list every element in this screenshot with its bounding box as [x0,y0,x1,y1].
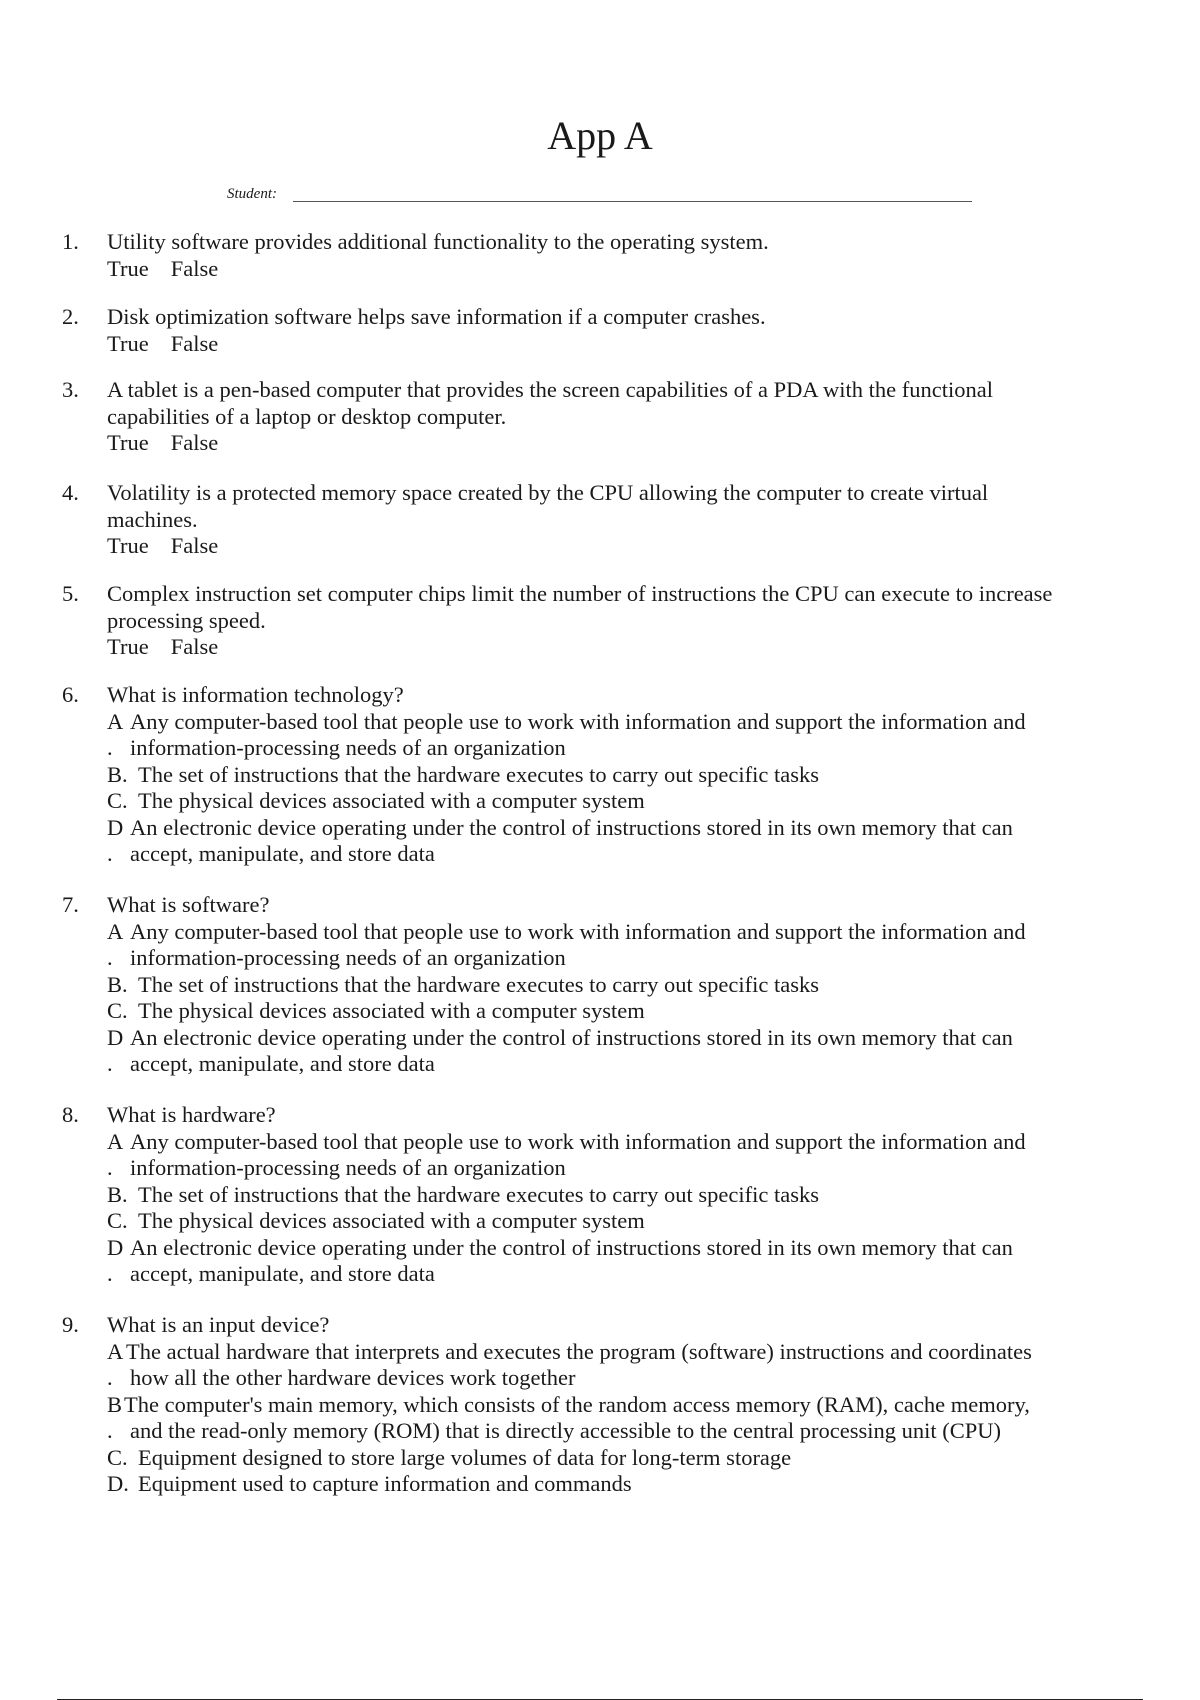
answer-option-b[interactable] [107,972,1142,999]
answer-option-d-cont [107,1051,1142,1078]
question-1 [62,229,1142,282]
answer-option-b[interactable] [107,1392,1142,1419]
option-text: and the read-only memory (ROM) that is directly accessible to the central processing unit (CPU) [130,1418,1002,1443]
option-letter: C. [107,1444,128,1470]
question-text: Complex instruction set computer chips limit the number of instructions the CPU can execute to increase [107,581,1053,606]
answer-option-a-cont [107,735,1142,762]
true-option[interactable]: True [107,430,149,455]
option-letter-dot: . [107,1051,113,1076]
true-option[interactable]: True [107,330,149,356]
option-letter: A [107,708,124,734]
question-text: What is information technology? [107,682,404,707]
option-text: The physical devices associated with a computer system [138,788,645,813]
student-name-row [227,184,972,208]
option-letter: D [107,1024,124,1050]
answer-option-a[interactable] [107,1339,1142,1366]
question-text: Utility software provides additional functionality to the operating system. [107,229,769,254]
option-text: Equipment used to capture information and commands [138,1471,632,1496]
answer-option-a[interactable] [107,919,1142,946]
answer-option-d[interactable] [107,1235,1142,1262]
answer-option-b-cont [107,1418,1142,1445]
true-false-choices [107,331,1142,358]
option-letter: B. [107,1181,128,1207]
question-2 [62,304,1142,357]
true-false-choices [107,256,1142,283]
question-5 [62,581,1142,661]
option-text: The set of instructions that the hardware executes to carry out specific tasks [138,761,820,787]
answer-option-d[interactable] [107,815,1142,842]
option-text: Any computer-based tool that people use to work with information and support the information and [130,708,1026,734]
option-text: Any computer-based tool that people use to work with information and support the information and [130,918,1026,944]
option-text: The physical devices associated with a computer system [138,998,645,1023]
question-text: machines. [107,506,198,532]
option-text: An electronic device operating under the control of instructions stored in its own memory that can [130,814,1013,840]
true-false-choices [107,634,1142,661]
question-number: 2. [62,304,79,329]
option-letter: A [107,1128,124,1154]
answer-option-a-cont [107,1365,1142,1392]
question-number: 3. [62,377,79,402]
question-6 [62,682,1142,868]
option-letter: B. [107,971,128,997]
question-9 [62,1312,1142,1498]
question-3 [62,377,1142,457]
answer-option-c[interactable] [107,1445,1142,1472]
answer-option-c[interactable] [107,1208,1142,1235]
option-text: information-processing needs of an organization [130,1155,566,1180]
option-letter-dot: . [107,945,113,970]
answer-option-c[interactable] [107,998,1142,1025]
false-option[interactable]: False [170,430,219,455]
option-letter: A [107,918,124,944]
question-number: 9. [62,1312,79,1337]
answer-option-a[interactable] [107,709,1142,736]
option-letter: C. [107,1208,128,1233]
option-text: information-processing needs of an organization [130,735,566,760]
answer-option-b[interactable] [107,762,1142,789]
option-letter: B [107,1391,123,1417]
option-letter: D [107,1234,124,1260]
option-letter-dot: . [107,735,113,760]
answer-option-b[interactable] [107,1182,1142,1209]
option-letter: D [107,814,124,840]
true-false-choices [107,533,1142,560]
option-letter: C. [107,998,128,1023]
false-option[interactable]: False [170,330,219,356]
option-text: information-processing needs of an organization [130,945,566,970]
question-number: 7. [62,892,79,917]
question-text: Disk optimization software helps save information if a computer crashes. [107,304,766,329]
answer-option-d[interactable] [107,1471,1142,1498]
answer-option-a-cont [107,945,1142,972]
option-text: The computer's main memory, which consists of the random access memory (RAM), cache memory, [124,1391,1030,1417]
false-option[interactable]: False [170,533,219,558]
option-letter: D. [107,1471,129,1496]
question-text: Volatility is a protected memory space created by the CPU allowing the computer to create virtual [107,480,989,505]
question-text: What is software? [107,892,270,917]
option-text: accept, manipulate, and store data [130,841,435,866]
student-name-line[interactable] [293,201,972,202]
question-text: What is hardware? [107,1102,276,1127]
option-letter-dot: . [107,841,113,866]
question-number: 8. [62,1102,79,1127]
option-letter: A [107,1338,124,1364]
question-4 [62,480,1142,560]
option-text: accept, manipulate, and store data [130,1261,435,1286]
question-text: What is an input device? [107,1312,330,1337]
option-letter-dot: . [107,1365,113,1390]
question-7 [62,892,1142,1078]
option-letter: B. [107,761,128,787]
option-text: how all the other hardware devices work together [130,1365,576,1390]
option-letter-dot: . [107,1418,113,1443]
option-text: The actual hardware that interprets and executes the program (software) instructions and coordinates [126,1338,1032,1364]
true-option[interactable]: True [107,255,149,281]
option-letter: C. [107,788,128,813]
true-option[interactable]: True [107,634,149,659]
answer-option-a-cont [107,1155,1142,1182]
option-text: The physical devices associated with a computer system [138,1208,645,1233]
option-text: The set of instructions that the hardware executes to carry out specific tasks [138,971,820,997]
false-option[interactable]: False [170,634,219,659]
option-text: The set of instructions that the hardware executes to carry out specific tasks [138,1181,820,1207]
option-text: Any computer-based tool that people use to work with information and support the information and [130,1128,1026,1154]
student-label: Student: [227,186,277,202]
question-text: A tablet is a pen-based computer that provides the screen capabilities of a PDA with the functional [107,377,993,402]
option-letter-dot: . [107,1261,113,1286]
answer-option-a[interactable] [107,1129,1142,1156]
question-number: 6. [62,682,79,707]
option-letter-dot: . [107,1155,113,1180]
option-text: An electronic device operating under the control of instructions stored in its own memory that can [130,1234,1013,1260]
answer-option-d-cont [107,841,1142,868]
question-8 [62,1102,1142,1288]
false-option[interactable]: False [170,255,219,281]
question-number: 1. [62,229,79,254]
option-text: Equipment designed to store large volumes of data for long-term storage [138,1444,792,1470]
question-text: processing speed. [107,607,266,633]
answer-option-d[interactable] [107,1025,1142,1052]
question-number: 5. [62,581,79,606]
answer-option-c[interactable] [107,788,1142,815]
true-false-choices [107,430,1142,457]
true-option[interactable]: True [107,533,149,558]
option-text: An electronic device operating under the control of instructions stored in its own memory that can [130,1024,1013,1050]
question-text: capabilities of a laptop or desktop computer. [107,403,507,429]
option-text: accept, manipulate, and store data [130,1051,435,1076]
question-number: 4. [62,480,79,505]
answer-option-d-cont [107,1261,1142,1288]
page-title: App A [547,113,653,158]
